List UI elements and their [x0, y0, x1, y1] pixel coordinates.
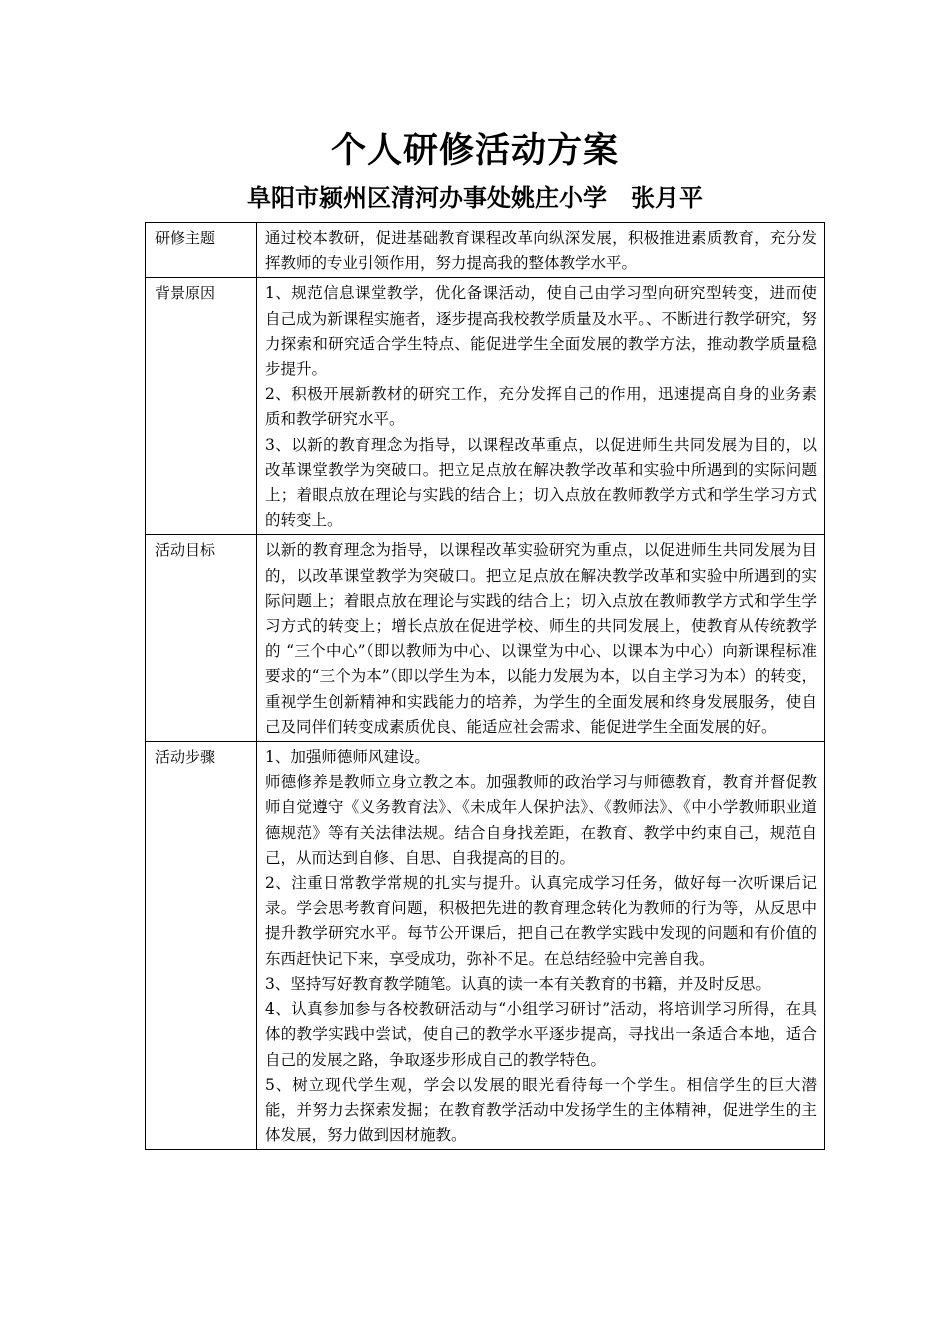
paragraph: 1、规范信息课堂教学，优化备课活动，使自己由学习型向研究型转变，进而使自己成为新课程实施者，逐步提高我校教学质量及水平。、不断进行教学研究，努力探索和研究适合学生特点、能促进学生全面发展的教学方法，推动教学质量稳步提升。 — [265, 284, 817, 379]
paragraph: 5、树立现代学生观，学会以发展的眼光看待每一个学生。相信学生的巨大潜能，并努力去探索发掘；在教育教学活动中发扬学生的主体精神，促进学生的主体发展，努力做到因材施教。 — [265, 1075, 817, 1145]
table-row-topic — [146, 223, 825, 278]
document-title: 个人研修活动方案 — [330, 131, 619, 171]
paragraph: 1、加强师德师风建设。 — [265, 748, 430, 767]
row-label-topic: 研修主题 — [146, 223, 257, 278]
row-label-steps: 活动步骤 — [146, 742, 257, 1150]
table-row-steps — [146, 742, 825, 1150]
paragraph: 3、坚持写好教育教学随笔。认真的读一本有关教育的书籍，并及时反思。 — [265, 974, 771, 993]
paragraph: 以新的教育理念为指导，以课程改革实验研究为重点，以促进师生共同发展为目的，以改革课堂教学为突破口。把立足点放在解决教学改革和实验中所遇到的实际问题上；着眼点放在理论与实践的结合上；切入点放在教师教学方式和学生学习方式的转变上；增长点放在促进学校、师生的共同发展上，使教育从传统教学的 “三个中心”（即以教师为中心、以课堂为中心、以课本为中心）向新课程标准要求的“三个为本”（即以学生为本，以能力发展为本，以自主学习为本）的转变，重视学生创新精神和实践能力的培养，为学生的全面发展和终身发展服务，使自己及同伴们转变成素质优良、能适应社会需求、能促进学生全面发展的好。 — [265, 541, 817, 736]
table-row-goals — [146, 535, 825, 742]
document-subtitle: 阜阳市颍州区清河办事处姚庄小学 张月平 — [247, 184, 703, 212]
paragraph: 师德修养是教师立身立教之本。加强教师的政治学习与师德教育，教育并督促教师自觉遵守《义务教育法》、《未成年人保护法》、《教师法》、《中小学教师职业道德规范》等有关法律法规。结合自身找差距，在教育、教学中约束自己，规范自己，从而达到自修、自思、自我提高的目的。 — [265, 773, 817, 867]
row-label-background: 背景原因 — [146, 278, 257, 535]
row-content-goals — [257, 535, 825, 742]
paragraph: 4、认真参加参与各校教研活动与“小组学习研讨”活动，将培训学习所得，在具体的教学实践中尝试，使自己的教学水平逐步提高，寻找出一条适合本地，适合自己的发展之路，争取逐步形成自己的教学特色。 — [265, 1000, 817, 1069]
row-label-goals: 活动目标 — [146, 535, 257, 742]
paragraph: 通过校本教研，促进基础教育课程改革向纵深发展，积极推进素质教育，充分发挥教师的专业引领作用，努力提高我的整体教学水平。 — [265, 229, 817, 273]
table-row-background — [146, 278, 825, 535]
row-content-background — [257, 278, 825, 535]
paragraph: 2、注重日常教学常规的扎实与提升。认真完成学习任务，做好每一次听课后记录。学会思考教育问题，积极把先进的教育理念转化为教师的行为等，从反思中提升教学研究水平。每节公开课后，把自己在教学实践中发现的问题和有价值的东西赶快记下来，享受成功，弥补不足。在总结经验中完善自我。 — [265, 874, 817, 968]
paragraph: 2、积极开展新教材的研究工作，充分发挥自己的作用，迅速提高自身的业务素质和教学研究水平。 — [265, 385, 817, 429]
plan-table — [145, 222, 825, 1150]
row-content-steps — [257, 742, 825, 1150]
paragraph: 3、以新的教育理念为指导，以课程改革重点，以促进师生共同发展为目的，以改革课堂教学为突破口。把立足点放在解决教学改革和实验中所遇到的实际问题上；着眼点放在理论与实践的结合上；切入点放在教师教学方式和学生学习方式的转变上。 — [265, 435, 817, 530]
row-content-topic — [257, 223, 825, 278]
